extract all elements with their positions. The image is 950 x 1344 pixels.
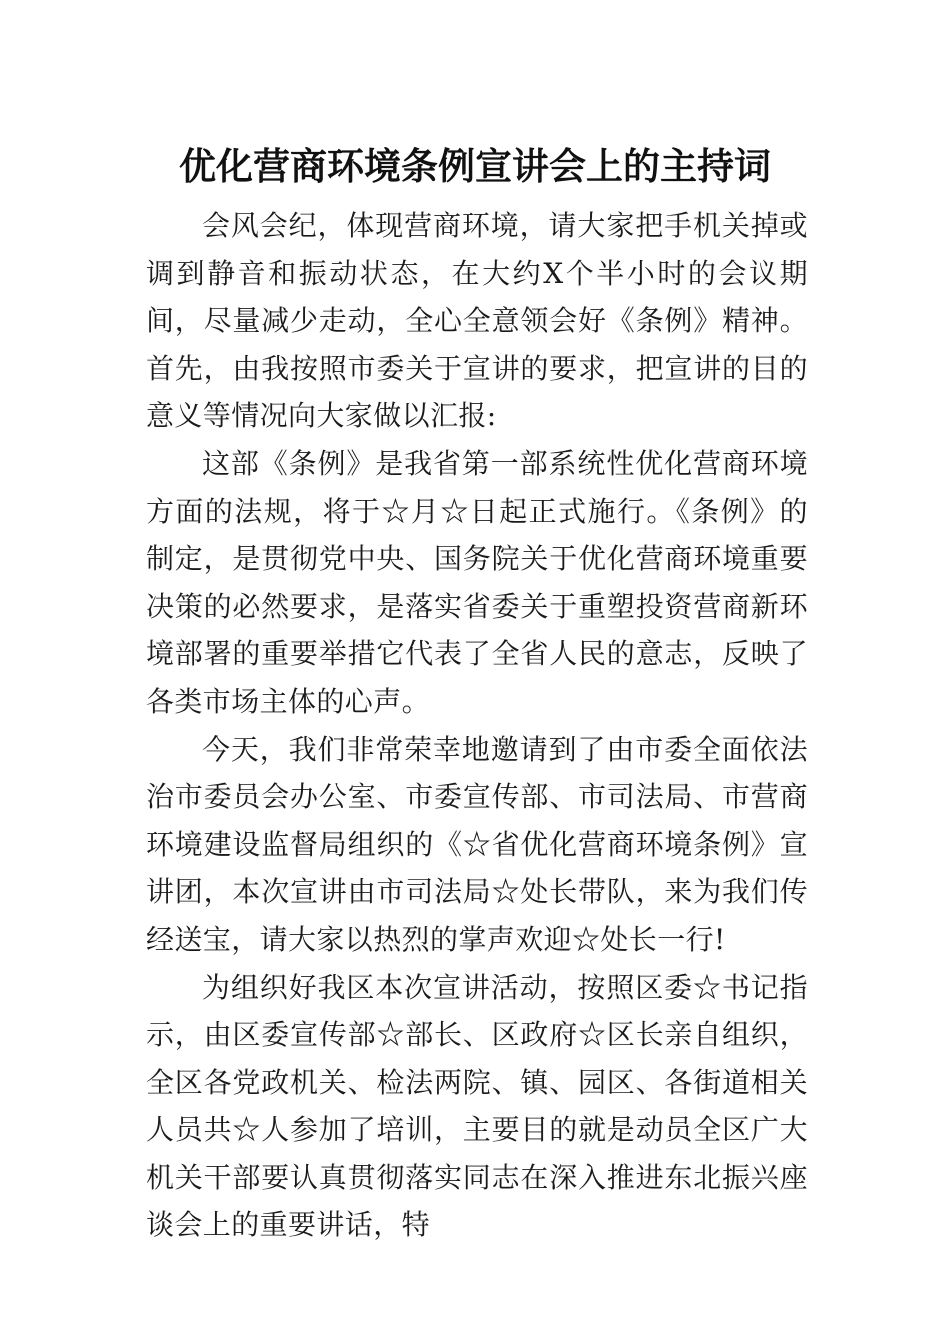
document-title: 优化营商环境条例宣讲会上的主持词 [179, 144, 771, 188]
paragraph-2: 这部《条例》是我省第一部系统性优化营商环境方面的法规，将于☆月☆日起正式施行。《条例》的制定，是贯彻党中央、国务院关于优化营商环境重要决策的必然要求，是落实省委关于重塑投资营商新环境部署的重要举措它代表了全省人民的意志，反映了各类市场主体的心声。 [146, 446, 808, 718]
paragraph-1: 会风会纪，体现营商环境，请大家把手机关掉或调到静音和振动状态，在大约X个半小时的会议期间，尽量减少走动，全心全意领会好《条例》精神。首先，由我按照市委关于宣讲的要求，把宣讲的目的意义等情况向大家做以汇报: [146, 209, 808, 433]
paragraph-3: 今天，我们非常荣幸地邀请到了由市委全面依法治市委员会办公室、市委宣传部、市司法局、市营商环境建设监督局组织的《☆省优化营商环境条例》宣讲团，本次宣讲由市司法局☆处长带队，来为我们传经送宝，请大家以热烈的掌声欢迎☆处长一行! [146, 732, 808, 956]
paragraph-4: 为组织好我区本次宣讲活动，按照区委☆书记指示，由区委宣传部☆部长、区政府☆区长亲自组织，全区各党政机关、检法两院、镇、园区、各街道相关人员共☆人参加了培训，主要目的就是动员全区广大机关干部要认真贯彻落实同志在深入推进东北振兴座谈会上的重要讲话，特 [146, 970, 808, 1242]
document-body [146, 202, 808, 1249]
